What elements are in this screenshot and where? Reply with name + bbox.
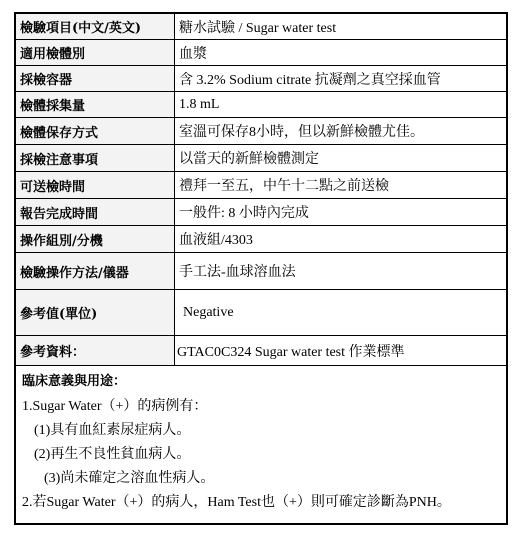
table-row (16, 118, 507, 145)
row-value: 糖水試驗 / Sugar water test (175, 14, 507, 40)
clinical-line: 2.若Sugar Water（+）的病人，Ham Test也（+）則可確定診斷為PNH。 (22, 495, 451, 510)
row-value: 血液組/4303 (175, 226, 507, 253)
row-value: GTAC0C324 Sugar water test 作業標準 (175, 336, 507, 366)
table-row (16, 199, 507, 226)
row-value: 含 3.2% Sodium citrate 抗凝劑之真空採血管 (175, 66, 507, 92)
clinical-line: (1)具有血紅素尿症病人。 (34, 423, 191, 438)
row-value: 禮拜一至五，中午十二點之前送檢 (175, 172, 507, 199)
row-value: 室溫可保存8小時，但以新鮮檢體尤佳。 (175, 118, 507, 145)
row-label: 操作組別/分機 (16, 226, 175, 253)
table-row (16, 92, 507, 118)
row-label: 適用檢體別 (16, 40, 175, 66)
clinical-line: (3)尚未確定之溶血性病人。 (44, 471, 215, 486)
row-value: Negative (175, 290, 507, 336)
row-value: 手工法-血球溶血法 (175, 253, 507, 290)
row-label: 報告完成時間 (16, 199, 175, 226)
table-row (16, 226, 507, 253)
test-info-sheet (14, 12, 508, 525)
clinical-line: (2)再生不良性貧血病人。 (34, 447, 191, 462)
row-label: 檢驗操作方法/儀器 (16, 253, 175, 290)
table-row (16, 14, 507, 40)
clinical-significance-section (15, 366, 507, 524)
row-label: 檢驗項目(中文/英文) (16, 14, 175, 40)
row-label: 檢體採集量 (16, 92, 175, 118)
table-row (16, 290, 507, 336)
table-row (16, 145, 507, 172)
row-value: 以當天的新鮮檢體測定 (175, 145, 507, 172)
row-value: 1.8 mL (175, 92, 507, 118)
row-label: 可送檢時間 (16, 172, 175, 199)
row-value: 血漿 (175, 40, 507, 66)
row-label: 採檢容器 (16, 66, 175, 92)
table-row (16, 336, 507, 366)
row-label: 參考值(單位) (16, 290, 175, 336)
test-info-table (15, 13, 507, 366)
table-row (16, 66, 507, 92)
row-value: 一般件: 8 小時內完成 (175, 199, 507, 226)
table-row (16, 172, 507, 199)
row-label: 檢體保存方式 (16, 118, 175, 145)
table-row (16, 40, 507, 66)
table-row (16, 253, 507, 290)
clinical-heading: 臨床意義與用途： (22, 374, 127, 389)
row-label: 採檢注意事項 (16, 145, 175, 172)
row-label: 參考資料： (16, 336, 175, 366)
clinical-line: 1.Sugar Water（+）的病例有： (22, 399, 208, 414)
